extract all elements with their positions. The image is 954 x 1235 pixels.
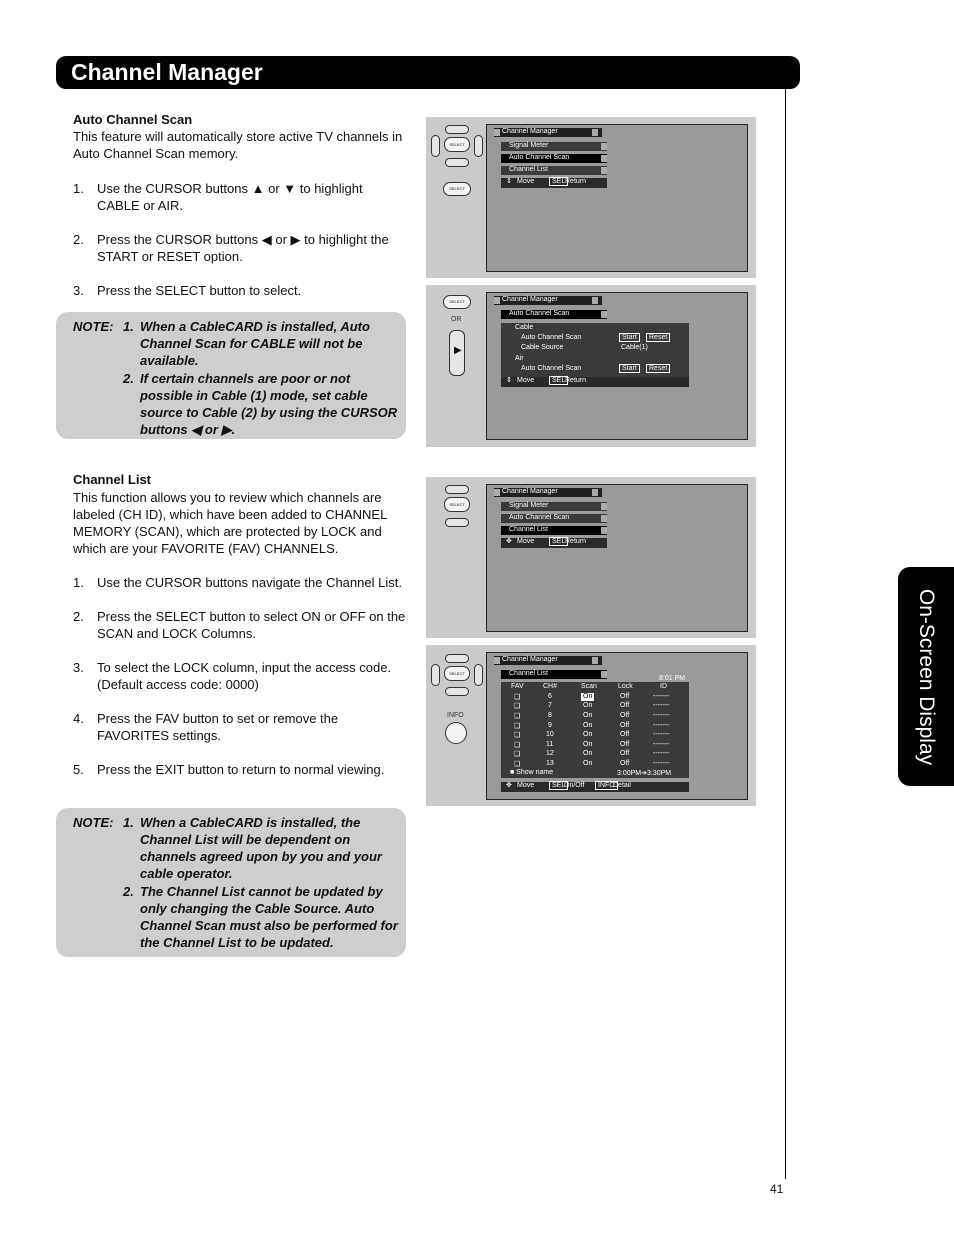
cursor-pad [431, 125, 481, 165]
cable-source-label: Cable Source [521, 344, 564, 351]
right-arrow-button [449, 330, 465, 376]
list-item: 2. Press the SELECT button to select ON or OFF on the SCAN and LOCK Columns. [73, 609, 406, 641]
column-header: Lock [618, 683, 633, 690]
osd-title-bar: Channel Manager [494, 656, 602, 665]
start-button[interactable]: Start [619, 364, 640, 373]
auto-scan-intro: This feature will automatically store active TV channels in Auto Channel Scan memory. [73, 129, 403, 161]
note-text: When a CableCARD is installed, Auto Channel Scan for CABLE will not be available. [140, 319, 370, 368]
illustration-panel [426, 645, 756, 806]
table-cell: On [583, 731, 593, 738]
right-arrow-icon [474, 664, 483, 686]
list-item: 1. Use the CURSOR buttons navigate the Channel List. [73, 575, 402, 590]
channel-table [501, 682, 689, 778]
select-button: SELECT [444, 137, 470, 152]
cable-source-value: Cable(1) [621, 344, 648, 351]
start-button[interactable]: Start [619, 333, 640, 342]
osd-subtitle-bar: Auto Channel Scan [501, 310, 607, 319]
fav-checkbox[interactable]: ❑ [514, 713, 521, 720]
cursor-pad [431, 485, 481, 525]
channel-list-steps [73, 574, 408, 778]
fav-checkbox[interactable]: ❑ [514, 703, 521, 710]
table-cell: ------- [653, 750, 670, 757]
table-cell: On [583, 741, 593, 748]
note-number: 2. [123, 884, 134, 899]
menu-item: Auto Channel Scan [501, 514, 607, 523]
table-cell: ------- [653, 731, 670, 738]
show-name-label: ■ Show name [510, 769, 554, 776]
select-button: SELECT [443, 295, 471, 309]
table-cell: Off [620, 750, 630, 757]
note-box [56, 312, 406, 439]
column-header: CH# [543, 683, 558, 690]
move-icon: ✥ [506, 782, 512, 789]
note-text: If certain channels are poor or not possible in Cable (1) mode, set cable source to Cable (2) by using the CURSOR buttons ◀ or ▶. [140, 371, 398, 437]
list-item: 4. Press the FAV button to set or remove the FAVORITES settings. [73, 711, 339, 743]
list-item: 1. Use the CURSOR buttons ▲ or ▼ to highlight CABLE or AIR. [73, 181, 363, 213]
reset-button[interactable]: Reset [646, 333, 670, 342]
tv-screen [486, 124, 748, 272]
table-cell: 12 [546, 750, 554, 757]
list-item: 3. To select the LOCK column, input the access code. (Default access code: 0000) [73, 660, 392, 692]
note-box [56, 808, 406, 957]
table-cell: 7 [548, 702, 552, 709]
select-button: SELECT [444, 666, 470, 681]
note-label: NOTE: [73, 815, 114, 830]
table-cell: ------- [653, 741, 670, 748]
menu-item: Channel List [501, 166, 607, 175]
air-label: Air [515, 355, 524, 362]
left-arrow-icon [431, 135, 440, 157]
clock: 8:01 PM [659, 675, 686, 682]
osd-title-bar: Channel Manager [494, 296, 602, 305]
menu-item: Signal Meter [501, 502, 607, 511]
move-icon: ⇕ [506, 178, 512, 185]
down-arrow-icon [445, 158, 469, 167]
table-cell: On [583, 750, 593, 757]
note-label: NOTE: [73, 319, 114, 334]
table-cell: ------- [653, 722, 670, 729]
note-text: When a CableCARD is installed, the Channel List will be dependent on channels agreed upon by you and your cable operator. [140, 815, 382, 881]
osd-footer: ✥ Move SEL Return [501, 538, 607, 548]
fav-checkbox[interactable]: ❑ [514, 751, 521, 758]
table-cell: 11 [546, 741, 554, 748]
scan-cell-selected[interactable]: On [583, 693, 593, 700]
list-item: 5. Press the EXIT button to return to normal viewing. [73, 762, 385, 777]
up-arrow-icon [445, 654, 469, 663]
tv-screen [486, 292, 748, 440]
channel-list-heading: Channel List [73, 472, 152, 487]
illustration-panel [426, 117, 756, 278]
up-arrow-icon [445, 485, 469, 494]
column-header: FAV [511, 683, 524, 690]
select-button: SELECT [444, 497, 470, 512]
table-cell: ------- [653, 702, 670, 709]
table-cell: On [583, 722, 593, 729]
cable-label: Cable [515, 324, 534, 331]
channel-list-intro: This function allows you to review which channels are labeled (CH ID), which have been added to CHANNEL MEMORY (SCAN), which are protected by LOCK and which are your FAVORITE (FAV) CHANNELS. [73, 490, 387, 556]
scan-options-block [501, 323, 689, 377]
table-cell: 10 [546, 731, 554, 738]
table-cell: Off [620, 741, 630, 748]
cursor-pad [431, 654, 481, 694]
info-label: INFO [447, 712, 464, 719]
osd-subtitle-bar: Channel List [501, 670, 607, 679]
cable-scan-label: Auto Channel Scan [521, 334, 582, 341]
right-arrow-icon: ▶ [454, 345, 462, 356]
osd-footer: ⇕ Move SEL Return [501, 377, 689, 387]
list-item: 2. Press the CURSOR buttons ◀ or ▶ to highlight the START or RESET option. [73, 232, 389, 264]
or-label: OR [451, 316, 462, 323]
vertical-rule [785, 89, 786, 1179]
illustration-panel [426, 477, 756, 638]
down-arrow-icon [445, 518, 469, 527]
note-number: 1. [123, 815, 134, 830]
table-cell: On [583, 712, 593, 719]
table-cell: ------- [653, 693, 670, 700]
osd-title-bar: Channel Manager [494, 488, 602, 497]
menu-item: Signal Meter [501, 142, 607, 151]
table-cell: Off [620, 702, 630, 709]
down-arrow-icon [445, 687, 469, 696]
table-cell: On [583, 702, 593, 709]
move-icon: ✥ [506, 538, 512, 545]
table-cell: Off [620, 722, 630, 729]
tv-screen [486, 484, 748, 632]
note-number: 1. [123, 319, 134, 334]
note-number: 2. [123, 371, 134, 386]
table-cell: On [583, 760, 593, 767]
fav-checkbox[interactable]: ❑ [514, 742, 521, 749]
list-item: 3. Press the SELECT button to select. [73, 283, 302, 298]
table-cell: 13 [546, 760, 554, 767]
reset-button[interactable]: Reset [646, 364, 670, 373]
osd-footer: ⇕ Move SEL Return [501, 178, 607, 188]
table-cell: Off [620, 760, 630, 767]
table-cell: 9 [548, 722, 552, 729]
section-tab-label: On-Screen Display [915, 588, 938, 765]
move-icon: ⇕ [506, 377, 512, 384]
table-cell: Off [620, 693, 630, 700]
column-header: ID [660, 683, 667, 690]
air-scan-label: Auto Channel Scan [521, 365, 582, 372]
osd-footer: ✥ Move SEL On/Off INFO Detail [501, 782, 689, 792]
auto-scan-steps [73, 180, 408, 299]
fav-checkbox[interactable]: ❑ [514, 761, 521, 768]
tv-screen [486, 652, 748, 800]
table-cell: Off [620, 731, 630, 738]
right-arrow-icon [474, 135, 483, 157]
page-title: Channel Manager [56, 56, 800, 89]
select-button: SELECT [443, 182, 471, 196]
fav-checkbox[interactable]: ❑ [514, 723, 521, 730]
table-cell: ------- [653, 760, 670, 767]
illustration-panel [426, 285, 756, 447]
show-time: 3:00PM➔3:30PM [617, 770, 672, 777]
left-arrow-icon [431, 664, 440, 686]
up-arrow-icon [445, 125, 469, 134]
menu-item-selected: Channel List [501, 526, 607, 535]
page-number: 41 [770, 1182, 784, 1196]
table-cell: 8 [548, 712, 552, 719]
note-text: The Channel List cannot be updated by only changing the Cable Source. Auto Channel Scan must also be performed for the Channel List to be updated. [140, 884, 398, 950]
fav-checkbox[interactable]: ❑ [514, 732, 521, 739]
table-cell: Off [620, 712, 630, 719]
info-button [445, 722, 467, 744]
auto-scan-heading: Auto Channel Scan [73, 112, 193, 127]
menu-item-selected: Auto Channel Scan [501, 154, 607, 163]
table-cell: 6 [548, 693, 552, 700]
fav-checkbox[interactable]: ❑ [514, 694, 521, 701]
table-cell: ------- [653, 712, 670, 719]
osd-title-bar: Channel Manager [494, 128, 602, 137]
section-tab [898, 567, 954, 786]
column-header: Scan [581, 683, 597, 690]
